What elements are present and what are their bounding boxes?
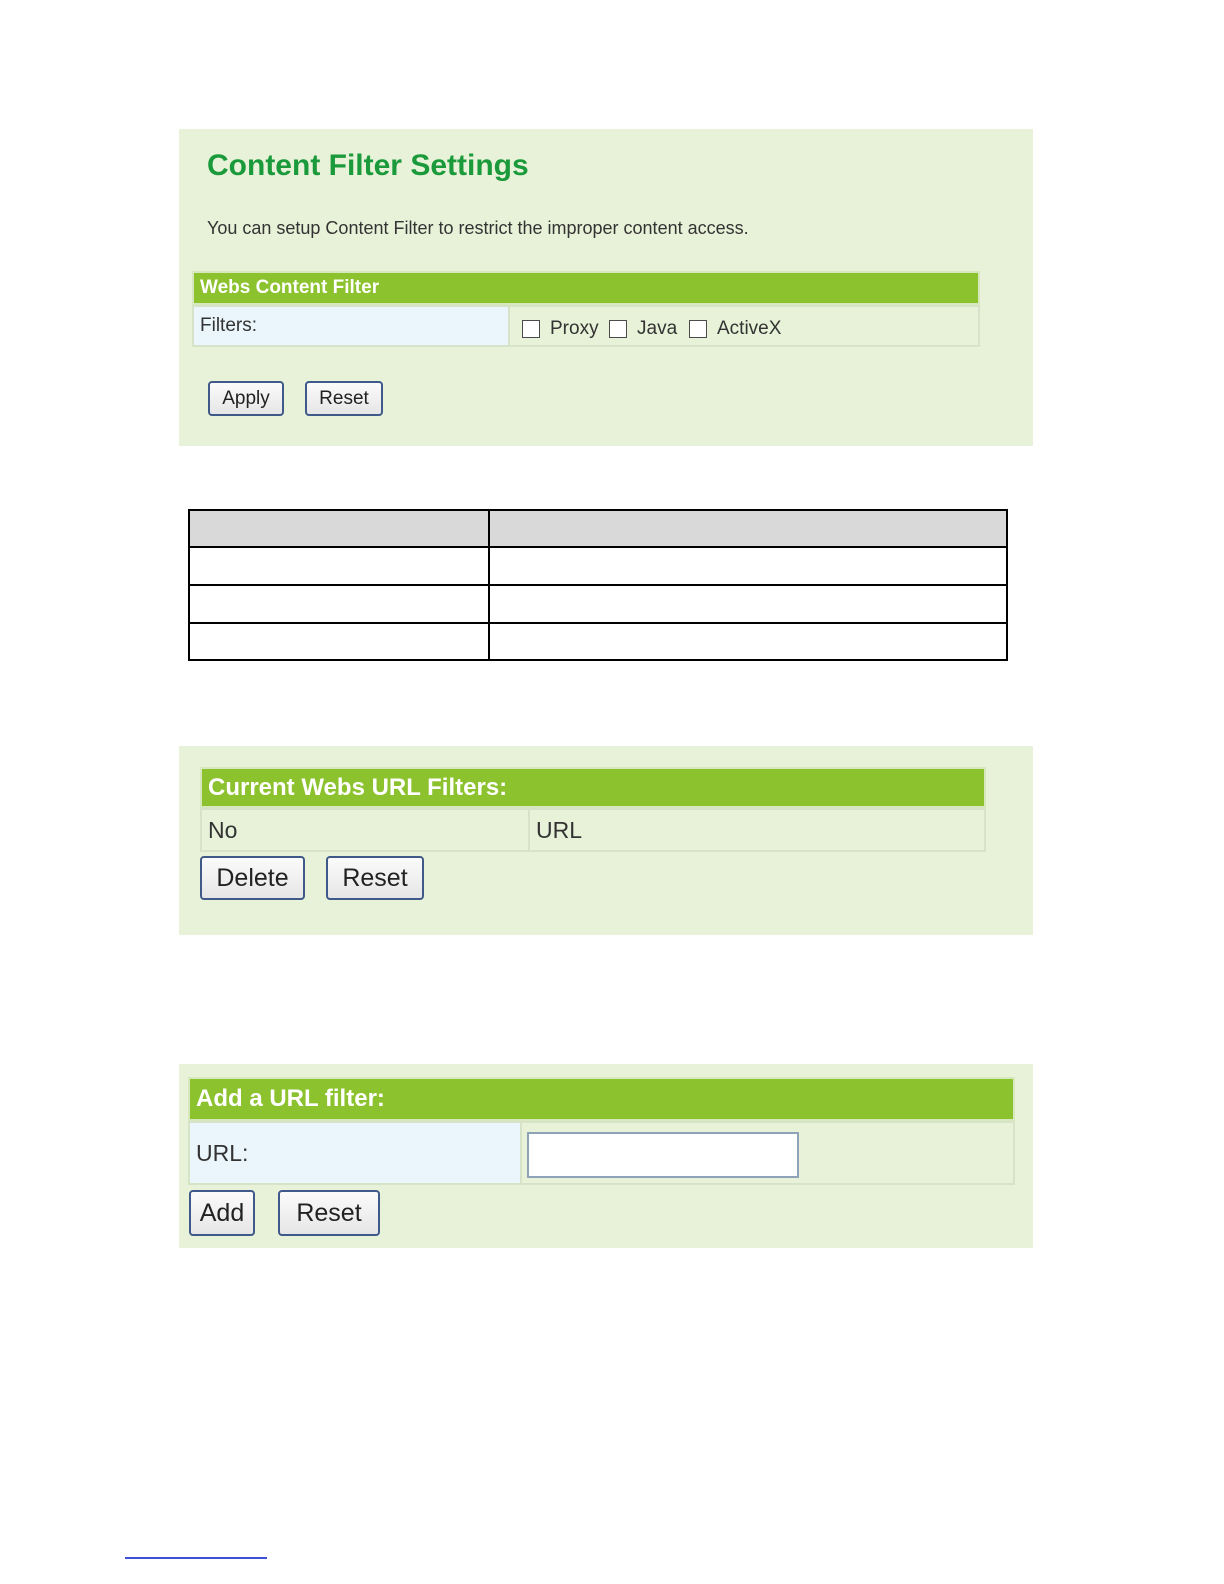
- table-row: [189, 547, 1007, 585]
- reset-button[interactable]: Reset: [305, 381, 383, 416]
- table-row: [189, 585, 1007, 623]
- table-header-cell: [489, 510, 1007, 547]
- proxy-label: Proxy: [550, 318, 599, 339]
- table-cell: [489, 585, 1007, 623]
- apply-button[interactable]: Apply: [208, 381, 284, 416]
- webs-content-filter-header: [192, 271, 980, 305]
- reset-add-filter-button[interactable]: Reset: [278, 1190, 380, 1236]
- table-row: [189, 623, 1007, 660]
- column-header-url: [528, 808, 986, 852]
- add-url-filter-panel: [179, 1064, 1033, 1248]
- table-cell: [489, 547, 1007, 585]
- content-filter-panel: [179, 129, 1033, 446]
- column-header-url-label: URL: [536, 816, 583, 843]
- table-header-row: [189, 510, 1007, 547]
- reset-url-filters-button[interactable]: Reset: [326, 856, 424, 900]
- url-label-cell: [188, 1121, 522, 1185]
- delete-button[interactable]: Delete: [200, 856, 305, 900]
- table-header-cell: [189, 510, 489, 547]
- url-label: URL:: [196, 1139, 249, 1166]
- page-description: You can setup Content Filter to restrict the improper content access.: [207, 218, 749, 238]
- add-button[interactable]: Add: [189, 1190, 255, 1236]
- column-header-no: [200, 808, 530, 852]
- add-url-filter-header: [188, 1077, 1015, 1121]
- add-url-filter-header-label: Add a URL filter:: [196, 1085, 385, 1112]
- table-cell: [189, 547, 489, 585]
- activex-label: ActiveX: [717, 318, 782, 339]
- column-header-no-label: No: [208, 816, 238, 843]
- current-url-filters-panel: [179, 746, 1033, 935]
- filters-label: Filters:: [200, 315, 257, 336]
- activex-checkbox[interactable]: [689, 320, 707, 338]
- footer-link-underline: [125, 1557, 267, 1559]
- current-url-filters-header-label: Current Webs URL Filters:: [208, 773, 508, 801]
- webs-content-filter-header-label: Webs Content Filter: [200, 277, 380, 298]
- page-title: Content Filter Settings: [207, 149, 529, 182]
- url-input[interactable]: [527, 1132, 799, 1178]
- proxy-checkbox[interactable]: [522, 320, 540, 338]
- java-checkbox[interactable]: [609, 320, 627, 338]
- table-cell: [489, 623, 1007, 660]
- table-cell: [189, 623, 489, 660]
- filters-label-cell: [192, 305, 510, 347]
- document-table: [188, 509, 1008, 661]
- current-url-filters-header: [200, 767, 986, 808]
- table-cell: [189, 585, 489, 623]
- java-label: Java: [637, 318, 678, 339]
